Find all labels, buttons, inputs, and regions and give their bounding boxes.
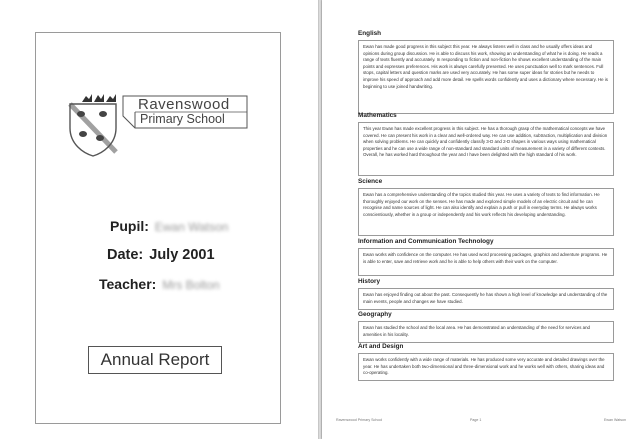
subject-comment: Ewan has made good progress in this subject this year. He always listens well in class and he usually offers ideas and opinions during group discussion. He is able to discuss his work, showing an understanding of what he is doing. He reads a range of texts fluently and accurately. In responding to fiction and non-fiction he shows excellent understanding of the main points and expresses preferences. His work is always carefully presented. He uses punctuation well to mark sentences. Full stops, capital letters and question marks are used very accurately. He has some super ideas for stories but he needs to improve his speed of approach and add more detail. He spells words confidently and uses a dictionary where necessary. He is beginning to use joined handwriting. [358,40,614,114]
school-name-line2: Primary School [140,112,225,126]
subject-mathematics [358,112,614,176]
subject-comment: Ewan has enjoyed finding out about the past. Consequently he has shown a high level of knowledge and understanding of the main events, people and changes we have studied. [358,288,614,310]
footer-page-number: Page 1 [470,418,482,422]
subject-comment: Ewan works with confidence on the computer. He has used word processing packages, graphics and adventure programs. He is able to enter, save and retrieve work and he is able to help others with their work on the computer. [358,248,614,276]
teacher-name-redacted: Mrs Bolton [162,278,220,292]
pupil-label: Pupil: [110,218,149,234]
date-value: July 2001 [149,247,215,263]
date-field [107,247,215,263]
teacher-label: Teacher: [99,276,157,292]
subject-title: Science [358,178,383,185]
school-crest-icon [67,100,119,158]
report-title: Annual Report [88,346,222,374]
subject-title: History [358,278,381,285]
teacher-field [99,276,220,292]
footer-pupil: Ewan Watson [603,418,626,422]
subject-comment: Ewan has a comprehensive understanding of the topics studied this year. He uses a variety of texts to find information. He thoroughly enjoyed our work on the senses. He has made and explored simple models of an electric circuit and he can recognise and name sources of light. He can also identify and explain a push or pull in everyday terms. He always works conscientiously, whether in a group or independently and his work reflects his developing understanding. [358,188,614,236]
subject-art-design [358,343,614,381]
subject-title: Geography [358,311,392,318]
school-name-line1: Ravenswood [138,96,230,113]
subject-title: English [358,30,382,37]
subject-title: Mathematics [358,112,397,119]
page-footer [336,418,626,426]
pupil-name-redacted: Ewan Watson [154,220,229,234]
subject-ict [358,238,614,276]
subject-title: Art and Design [358,343,404,350]
subject-geography [358,311,614,343]
footer-school: Ravenswood Primary School [336,418,383,422]
pupil-field [110,218,228,234]
subject-title: Information and Communication Technology [358,238,494,245]
raven-birds-icon [80,92,120,104]
subject-comment: This year Ewan has made excellent progress in this subject. He has a thorough grasp of the mathematical concepts we have covered. He can present his work in a clear and well-ordered way. He can use addition, subtraction, multiplication and division when solving problems. He can quickly and confidently classify 3-D and 2-D shapes in various ways using mathematical properties and he can use a wide range of non-standard and standard units of measurement in a variety of different contexts. Overall, he has worked hard throughout the year and I have been delighted with the high standard of his work. [358,122,614,176]
cover-page [0,0,318,439]
subject-history [358,278,614,310]
subject-comment: Ewan works confidently with a wide range of materials. He has produced some very accurate and detailed drawings over the year. He has undertaken both two-dimensional and three-dimensional work and he works well with others, sharing ideas and co-operating. [358,353,614,381]
date-label: Date: [107,247,144,263]
subject-english [358,30,614,114]
subject-science [358,178,614,236]
subject-comment: Ewan has studied the school and the local area. He has demonstrated an understanding of the need for services and amenities in his locality. [358,321,614,343]
